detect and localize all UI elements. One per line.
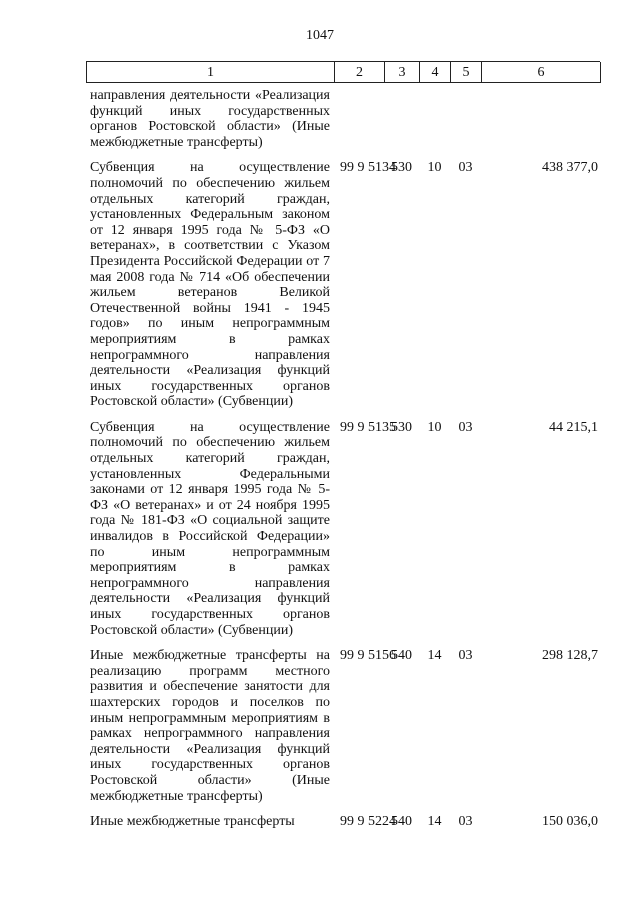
- table-row: [86, 648, 600, 804]
- table-row: [86, 814, 600, 830]
- row-pr: 03: [458, 160, 473, 176]
- row-vr: 530: [391, 419, 412, 435]
- row-code: 99 9 5135: [340, 419, 396, 435]
- row-rz: 14: [427, 648, 442, 664]
- row-code: [334, 88, 384, 150]
- row-pr: 03: [458, 419, 473, 435]
- table-row: [86, 420, 600, 638]
- row-rz: 10: [427, 419, 442, 435]
- table-row: [86, 88, 600, 150]
- row-description: направления деятельности «Реализация функций иных государственных органов Ростовской области» (Иные межбюджетные трансферты): [90, 88, 330, 150]
- row-amount: 438 377,0: [542, 160, 598, 176]
- header-col-1: 1: [87, 62, 335, 83]
- header-col-6: 6: [482, 62, 601, 83]
- table-row: [86, 160, 600, 410]
- row-pr: 03: [458, 814, 473, 830]
- header-col-3: 3: [385, 62, 420, 83]
- row-pr: [450, 88, 481, 150]
- row-code: 99 9 5156: [340, 648, 396, 664]
- row-vr: 530: [391, 160, 412, 176]
- page-number: 1047: [306, 28, 334, 43]
- header-col-4: 4: [420, 62, 451, 83]
- header-col-5: 5: [451, 62, 482, 83]
- row-rz: 10: [427, 160, 442, 176]
- header-col-2: 2: [335, 62, 385, 83]
- row-code: 99 9 5224: [340, 814, 396, 830]
- row-vr: 540: [391, 648, 412, 664]
- row-rz: [419, 88, 450, 150]
- row-pr: 03: [458, 648, 473, 664]
- row-vr: 540: [391, 814, 412, 830]
- table-body: [86, 88, 600, 830]
- row-description: Иные межбюджетные трансферты на реализацию программ местного развития и обеспечение занятости для шахтерских городов и поселков по иным непрограммным мероприятиям в рамках непрограммного направления деятельности «Реализация функций иных государственных органов Ростовской области» (Иные межбюджетные трансферты): [90, 648, 330, 804]
- row-description: Субвенция на осуществление полномочий по обеспечению жильем отдельных категорий граждан, установленных Федеральным законом от 12 января 1995 года № 5-ФЗ «О ветеранах», в соответствии с Указом Президента Российской Федерации от 7 мая 2008 года № 714 «Об обеспечении жильем ветеранов Великой Отечественной войны 1941 - 1945 годов» по иным непрограммным мероприятиям в рамках непрограммного направления деятельности «Реализация функций иных государственных органов Ростовской области» (Субвенции): [90, 160, 330, 410]
- table-header: [86, 61, 600, 83]
- row-code: 99 9 5134: [340, 160, 396, 176]
- row-amount: 44 215,1: [549, 419, 598, 435]
- row-rz: 14: [427, 814, 442, 830]
- row-vr: [384, 88, 419, 150]
- row-amount: [481, 88, 600, 150]
- row-description: Субвенция на осуществление полномочий по обеспечению жильем отдельных категорий граждан, установленных Федеральными законами от 12 января 1995 года № 5-ФЗ «О ветеранах» и от 24 ноября 1995 года № 181-ФЗ «О социальной защите инвалидов в Российской Федерации» по иным непрограммным мероприятиям в рамках непрограммного направления деятельности «Реализация функций иных государственных органов Ростовской области» (Субвенции): [90, 419, 330, 638]
- row-amount: 150 036,0: [542, 814, 598, 830]
- row-amount: 298 128,7: [542, 648, 598, 664]
- row-description: Иные межбюджетные трансферты: [90, 814, 295, 830]
